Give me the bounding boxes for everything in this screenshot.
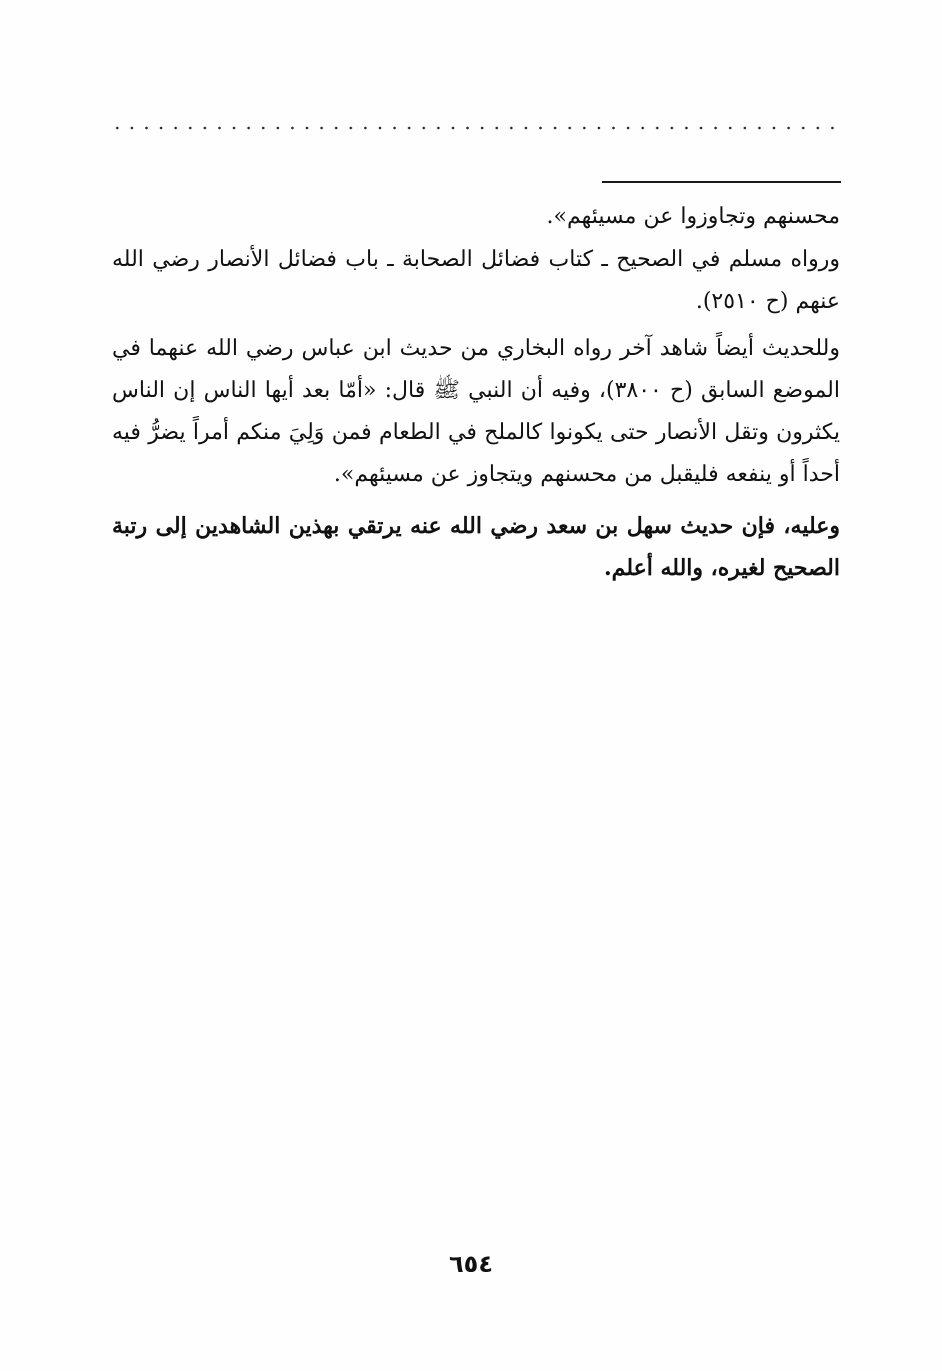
footnote-separator-line: [602, 181, 841, 183]
muslim-reference-paragraph: ورواه مسلم في الصحيح ـ كتاب فضائل الصحابة ـ باب فضائل الأنصار رضي الله عنهم (ح ٢٥١٠).: [112, 247, 840, 314]
footnote-continuation-text: محسنهم وتجاوزوا عن مسيئهم».: [546, 204, 840, 229]
bukhari-witness-paragraph: وللحديث أيضاً شاهد آخر رواه البخاري من حديث ابن عباس رضي الله عنهما في الموضع السابق (ح ٣٨٠٠)، وفيه أن النبي ﷺ قال: «أمّا بعد أيها الناس إن الناس يكثرون وتقل الأنصار حتى يكونوا كالملح في الطعام فمن وَلِيَ منكم أمراً يضرُّ فيه أحداً أو ينفعه فليقبل من محسنهم ويتجاوز عن مسيئهم».: [112, 336, 840, 487]
conclusion-paragraph: وعليه، فإن حديث سهل بن سعد رضي الله عنه يرتقي بهذين الشاهدين إلى رتبة الصحيح لغيره، والله أعلم.: [112, 513, 840, 581]
dotted-divider: [110, 126, 844, 130]
page-number: ٦٥٤: [449, 1250, 493, 1278]
